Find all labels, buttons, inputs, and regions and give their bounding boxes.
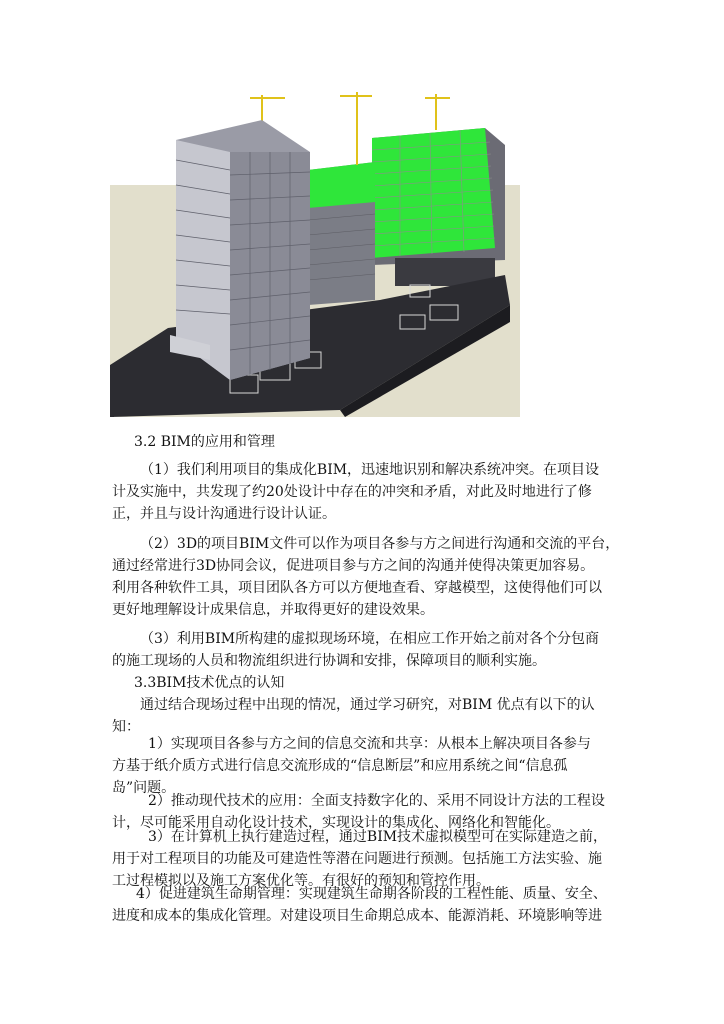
bim-model-rendering	[110, 90, 520, 417]
text-line: 3）在计算机上执行建造过程，通过BIM技术虚拟模型可在实际建造之前，	[148, 829, 608, 845]
text-line: 4）促进建筑生命期管理：实现建筑生命期各阶段的工程性能、质量、安全、	[136, 886, 607, 902]
text-line: 通过结合现场过程中出现的情况，通过学习研究，对BIM 优点有以下的认	[140, 697, 595, 713]
text-line: 工过程模拟以及施工方案优化等。有很好的预知和管控作用。	[112, 873, 490, 889]
text-line: 进度和成本的集成化管理。对建设项目生命期总成本、能源消耗、环境影响等进	[112, 908, 602, 924]
text-line: 通过经常进行3D协同会议，促进项目参与方之间的沟通并使得决策更加容易。	[112, 558, 595, 574]
text-line: 岛”问题。	[112, 780, 176, 796]
text-line: 知：	[112, 719, 140, 735]
text-line: 计及实施中，共发现了约20处设计中存在的冲突和矛盾，对此及时地进行了修	[112, 484, 592, 500]
paragraph-3	[112, 628, 622, 672]
text-line: 计，尽可能采用自动化设计技术，实现设计的集成化、网络化和智能化。	[112, 815, 560, 831]
section-heading-3-3: 3.3BIM技术优点的认知	[134, 675, 285, 691]
text-line: 利用各种软件工具，项目团队各方可以方便地查看、穿越模型，这使得他们可以	[112, 580, 602, 596]
paragraph-2	[112, 533, 622, 621]
section-heading-3-2: 3.2 BIM的应用和管理	[134, 434, 275, 450]
text-line: 正，并且与设计沟通进行设计认证。	[112, 506, 336, 522]
text-line: （1）我们利用项目的集成化BIM，迅速地识别和解决系统冲突。在项目设	[140, 462, 600, 478]
text-line: （2）3D的项目BIM文件可以作为项目各参与方之间进行沟通和交流的平台，	[140, 536, 620, 552]
text-line: 的施工现场的人员和物流组织进行协调和安排，保障项目的顺利实施。	[112, 653, 546, 669]
text-line: 用于对工程项目的功能及可建造性等潜在问题进行预测。包括施工方法实验、施	[112, 851, 602, 867]
text-line: 方基于纸介质方式进行信息交流形成的“信息断层”和应用系统之间“信息孤	[112, 758, 568, 774]
text-line: 更好地理解设计成果信息，并取得更好的建设效果。	[112, 602, 434, 618]
bim-building-model-image	[110, 90, 520, 417]
intro-paragraph	[112, 694, 622, 738]
paragraph-1	[112, 459, 622, 525]
text-line: 1）实现项目各参与方之间的信息交流和共享：从根本上解决项目各参与	[148, 736, 591, 752]
text-line: （3）利用BIM所构建的虚拟现场环境，在相应工作开始之前对各个分包商	[140, 631, 600, 647]
point-4	[112, 883, 622, 927]
text-line: 2）推动现代技术的应用：全面支持数字化的、采用不同设计方法的工程设	[148, 793, 605, 809]
